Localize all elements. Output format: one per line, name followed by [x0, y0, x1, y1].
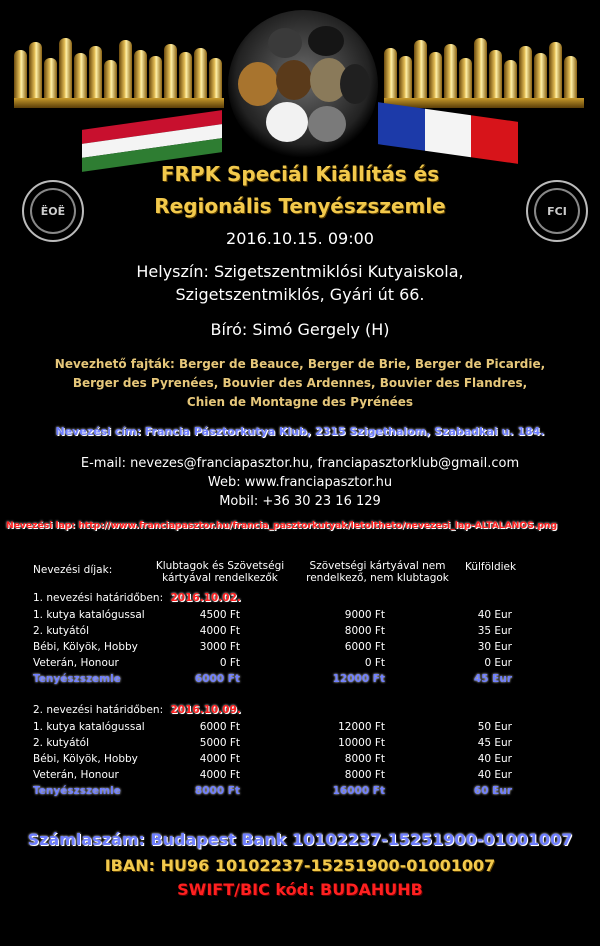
fee-nonmember: 8000 Ft	[344, 769, 385, 781]
fee-foreign: 40 Eur	[477, 753, 512, 765]
fee-nonmember: 8000 Ft	[344, 625, 385, 637]
deadline2-date: 2016.10.09.	[170, 704, 241, 716]
fee-member: 6000 Ft	[199, 721, 240, 733]
fee-member: 4000 Ft	[199, 753, 240, 765]
deadline2-label: 2. nevezési határidőben:	[33, 704, 164, 716]
fee-name: Veterán, Honour	[33, 769, 119, 781]
fee-foreign: 60 Eur	[473, 785, 512, 797]
fee-member: 4000 Ft	[199, 769, 240, 781]
fee-member: 0 Ft	[219, 657, 240, 669]
fee-nonmember: 10000 Ft	[338, 737, 385, 749]
fees-col2-header: Szövetségi kártyával nem	[309, 560, 446, 572]
fee-foreign: 30 Eur	[477, 641, 512, 653]
fee-foreign: 40 Eur	[477, 609, 512, 621]
fee-name: Bébi, Kölyök, Hobby	[33, 641, 138, 653]
iban: IBAN: HU96 10102237-15251900-01001007	[104, 856, 496, 875]
deadline1-label: 1. nevezési határidőben:	[33, 592, 164, 604]
fees-col3-header: Külföldiek	[465, 561, 517, 573]
fees-label: Nevezési díjak:	[33, 564, 113, 576]
bank-account: Számlaszám: Budapest Bank 10102237-15251900-01001007	[27, 830, 573, 849]
fee-nonmember: 6000 Ft	[344, 641, 385, 653]
fee-nonmember: 9000 Ft	[344, 609, 385, 621]
venue-line1: Helyszín: Szigetszentmiklósi Kutyaiskola,	[136, 262, 464, 281]
fee-name: Bébi, Kölyök, Hobby	[33, 753, 138, 765]
fee-name: Veterán, Honour	[33, 657, 119, 669]
breeds-line2: Berger des Pyrenées, Bouvier des Ardennes, Bouvier des Flandres,	[72, 376, 528, 390]
swift: SWIFT/BIC kód: BUDAHUHB	[177, 880, 423, 899]
entry-form-link[interactable]: Nevezési lap: http://www.franciapasztor.hu/francia_pasztorkutyak/letoltheto/nevezesi_lap-ALTALANOS.png	[6, 520, 558, 531]
page-title-line1: FRPK Speciál Kiállítás és	[160, 162, 440, 186]
fci-seal: FCI	[526, 180, 588, 242]
fee-name: 2. kutyától	[33, 737, 89, 749]
fee-foreign: 45 Eur	[477, 737, 512, 749]
fees-col1-header: Klubtagok és Szövetségi	[155, 560, 285, 572]
fee-nonmember: 12000 Ft	[338, 721, 385, 733]
fee-nonmember: 16000 Ft	[332, 785, 385, 797]
fee-foreign: 45 Eur	[473, 673, 512, 685]
fee-member: 5000 Ft	[199, 737, 240, 749]
fee-member: 4000 Ft	[199, 625, 240, 637]
fees-col1-header-2: kártyával rendelkezők	[162, 572, 278, 584]
fee-member: 8000 Ft	[194, 785, 240, 797]
fee-member: 4500 Ft	[199, 609, 240, 621]
fee-name: 2. kutyától	[33, 625, 89, 637]
fee-name: Tenyészszemle	[33, 673, 121, 685]
breeds-line3: Chien de Montagne des Pyrénées	[186, 395, 414, 409]
website[interactable]: Web: www.franciapasztor.hu	[207, 475, 393, 490]
deadline1-date: 2016.10.02.	[170, 592, 241, 604]
club-seal: ЁОЁ	[22, 180, 84, 242]
breeds-line1: Nevezhető fajták: Berger de Beauce, Berger de Brie, Berger de Picardie,	[54, 357, 546, 371]
fee-member: 6000 Ft	[194, 673, 240, 685]
judge: Bíró: Simó Gergely (H)	[210, 320, 390, 339]
page-title-line2: Regionális Tenyészszemle	[154, 194, 446, 218]
fee-nonmember: 0 Ft	[364, 657, 385, 669]
event-date: 2016.10.15. 09:00	[226, 229, 374, 248]
fee-foreign: 0 Eur	[484, 657, 512, 669]
fee-nonmember: 12000 Ft	[332, 673, 385, 685]
fee-name: 1. kutya katalógussal	[33, 721, 145, 733]
email: E-mail: nevezes@franciapasztor.hu, franciapasztorklub@gmail.com	[80, 456, 520, 471]
fees-col2-header-2: rendelkező, nem klubtagok	[306, 572, 449, 584]
fee-foreign: 50 Eur	[477, 721, 512, 733]
fee-foreign: 40 Eur	[477, 769, 512, 781]
fee-name: Tenyészszemle	[33, 785, 121, 797]
fee-foreign: 35 Eur	[477, 625, 512, 637]
fee-member: 3000 Ft	[199, 641, 240, 653]
venue-line2: Szigetszentmiklós, Gyári út 66.	[175, 285, 425, 304]
fee-name: 1. kutya katalógussal	[33, 609, 145, 621]
mobile: Mobil: +36 30 23 16 129	[219, 494, 381, 509]
fee-nonmember: 8000 Ft	[344, 753, 385, 765]
entry-address: Nevezési cím: Francia Pásztorkutya Klub, 2315 Szigethalom, Szabadkai u. 184.	[55, 425, 545, 438]
